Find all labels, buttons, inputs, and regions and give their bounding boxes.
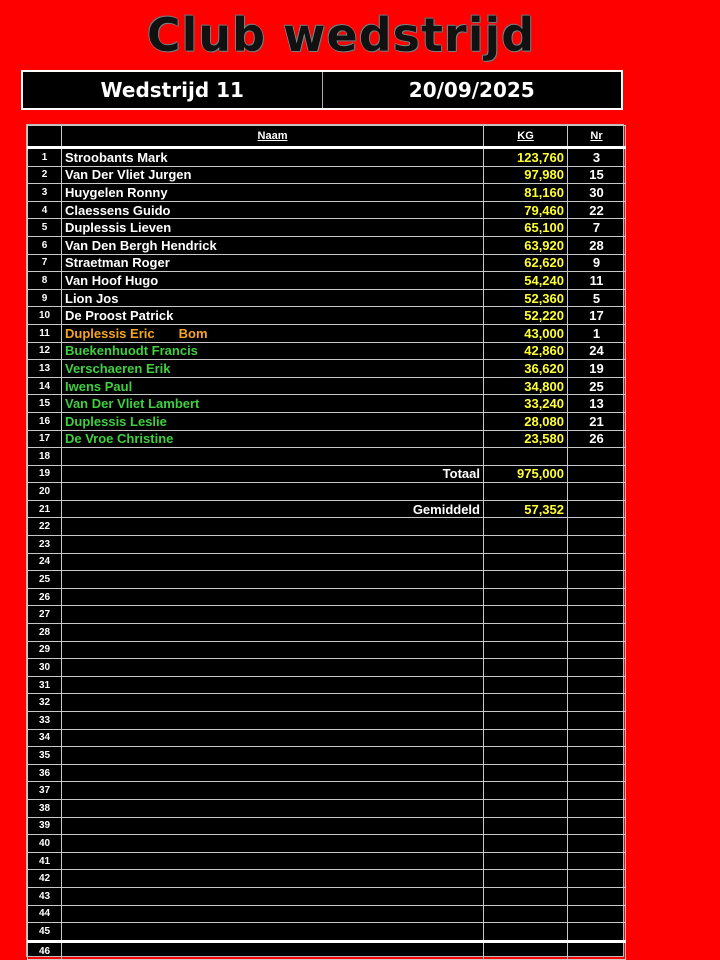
- nr-cell: [568, 852, 626, 870]
- row-number: 32: [28, 694, 62, 712]
- name-header: Naam: [62, 126, 484, 148]
- row-number: 31: [28, 676, 62, 694]
- row-number: 35: [28, 747, 62, 765]
- kg-cell: [484, 641, 568, 659]
- table-row: [28, 342, 626, 360]
- kg-cell: 79,460: [484, 201, 568, 219]
- row-number: 28: [28, 624, 62, 642]
- kg-cell: [484, 694, 568, 712]
- nr-cell: 26: [568, 430, 626, 448]
- nr-cell: 21: [568, 412, 626, 430]
- kg-cell: [484, 799, 568, 817]
- row-number: 20: [28, 483, 62, 501]
- table-row: [28, 799, 626, 817]
- row-number: 41: [28, 852, 62, 870]
- kg-cell: [484, 870, 568, 888]
- row-number: 21: [28, 500, 62, 518]
- nr-cell: [568, 500, 626, 518]
- row-number: 2: [28, 166, 62, 184]
- name-cell: [62, 254, 484, 272]
- name-cell: [62, 905, 484, 923]
- table-row: [28, 606, 626, 624]
- name-cell: [62, 782, 484, 800]
- kg-cell: [484, 536, 568, 554]
- name-cell: [62, 342, 484, 360]
- kg-cell: 28,080: [484, 412, 568, 430]
- table-row: [28, 448, 626, 466]
- name-cell: [62, 764, 484, 782]
- nr-cell: 25: [568, 377, 626, 395]
- name-cell: [62, 729, 484, 747]
- row-number: 23: [28, 536, 62, 554]
- rank-header: [28, 126, 62, 148]
- kg-cell: [484, 941, 568, 960]
- angler-name: Duplessis Leslie: [65, 413, 167, 429]
- table-row: [28, 395, 626, 413]
- name-cell: [62, 536, 484, 554]
- kg-cell: [484, 887, 568, 905]
- angler-name: Huygelen Ronny: [65, 184, 168, 200]
- nr-cell: [568, 835, 626, 853]
- kg-cell: 63,920: [484, 236, 568, 254]
- angler-name: De Vroe Christine: [65, 431, 174, 447]
- name-cell: [62, 641, 484, 659]
- row-number: 29: [28, 641, 62, 659]
- nr-cell: [568, 536, 626, 554]
- kg-cell: [484, 624, 568, 642]
- kg-cell: [484, 676, 568, 694]
- nr-cell: [568, 905, 626, 923]
- table-row: [28, 571, 626, 589]
- name-cell: [62, 518, 484, 536]
- nr-cell: 11: [568, 272, 626, 290]
- name-cell: [62, 659, 484, 677]
- angler-name: Van Den Bergh Hendrick: [65, 237, 217, 253]
- kg-cell: 97,980: [484, 166, 568, 184]
- table-row: [28, 676, 626, 694]
- row-number: 9: [28, 289, 62, 307]
- row-number: 12: [28, 342, 62, 360]
- kg-cell: [484, 518, 568, 536]
- match-header: [21, 70, 623, 110]
- nr-cell: [568, 483, 626, 501]
- kg-cell: [484, 905, 568, 923]
- name-cell: [62, 483, 484, 501]
- table-row: [28, 641, 626, 659]
- row-number: 17: [28, 430, 62, 448]
- row-number: 16: [28, 412, 62, 430]
- match-date: 20/09/2025: [322, 72, 622, 108]
- name-cell: [62, 835, 484, 853]
- name-cell: [62, 448, 484, 466]
- name-cell: [62, 201, 484, 219]
- table-row: [28, 694, 626, 712]
- angler-name: Duplessis Eric: [65, 325, 155, 341]
- table-row: [28, 377, 626, 395]
- table-row: [28, 729, 626, 747]
- nr-cell: [568, 676, 626, 694]
- kg-cell: [484, 923, 568, 942]
- row-number: 10: [28, 307, 62, 325]
- nr-cell: 19: [568, 360, 626, 378]
- table-row: [28, 553, 626, 571]
- nr-cell: [568, 571, 626, 589]
- name-cell: [62, 395, 484, 413]
- table-header-row: [28, 126, 626, 148]
- table-row: [28, 219, 626, 237]
- nr-cell: [568, 817, 626, 835]
- nr-cell: [568, 624, 626, 642]
- kg-cell: [484, 835, 568, 853]
- table-row: [28, 483, 626, 501]
- kg-cell: [484, 782, 568, 800]
- nr-cell: [568, 588, 626, 606]
- name-cell: [62, 870, 484, 888]
- table-row: [28, 184, 626, 202]
- kg-cell: [484, 712, 568, 730]
- nr-cell: [568, 606, 626, 624]
- nr-cell: [568, 764, 626, 782]
- table-row: [28, 465, 626, 483]
- name-cell: [62, 817, 484, 835]
- results-table: [26, 124, 624, 957]
- kg-cell: 42,860: [484, 342, 568, 360]
- nr-cell: 9: [568, 254, 626, 272]
- nr-cell: [568, 941, 626, 960]
- page-title: Club wedstrijd: [146, 8, 536, 62]
- kg-cell: [484, 553, 568, 571]
- total-value: 975,000: [484, 465, 568, 483]
- match-number: Wedstrijd 11: [100, 78, 244, 102]
- table-row: [28, 747, 626, 765]
- table-row: [28, 923, 626, 942]
- total-label: Totaal: [62, 465, 484, 483]
- name-cell: [62, 887, 484, 905]
- name-cell: [62, 360, 484, 378]
- nr-cell: [568, 887, 626, 905]
- table-row: [28, 536, 626, 554]
- angler-name: Stroobants Mark: [65, 149, 168, 165]
- name-cell: [62, 166, 484, 184]
- name-cell: [62, 606, 484, 624]
- name-cell: [62, 694, 484, 712]
- table-row: [28, 236, 626, 254]
- row-number: 22: [28, 518, 62, 536]
- table-row: [28, 624, 626, 642]
- nr-cell: [568, 641, 626, 659]
- row-number: 14: [28, 377, 62, 395]
- kg-cell: 36,620: [484, 360, 568, 378]
- nr-cell: [568, 729, 626, 747]
- kg-cell: 23,580: [484, 430, 568, 448]
- nr-cell: 1: [568, 324, 626, 342]
- table-row: [28, 360, 626, 378]
- kg-cell: 123,760: [484, 148, 568, 167]
- nr-cell: 7: [568, 219, 626, 237]
- kg-cell: [484, 852, 568, 870]
- name-cell: [62, 624, 484, 642]
- nr-cell: [568, 518, 626, 536]
- row-number: 15: [28, 395, 62, 413]
- kg-cell: 52,360: [484, 289, 568, 307]
- angler-name: Buekenhuodt Francis: [65, 343, 198, 359]
- table-row: [28, 659, 626, 677]
- kg-cell: 81,160: [484, 184, 568, 202]
- name-cell: [62, 676, 484, 694]
- row-number: 30: [28, 659, 62, 677]
- row-number: 11: [28, 324, 62, 342]
- kg-cell: 54,240: [484, 272, 568, 290]
- table-row: [28, 764, 626, 782]
- average-value: 57,352: [484, 500, 568, 518]
- name-cell: [62, 571, 484, 589]
- kg-cell: 43,000: [484, 324, 568, 342]
- row-number: 13: [28, 360, 62, 378]
- name-cell: [62, 148, 484, 167]
- nr-cell: 5: [568, 289, 626, 307]
- kg-cell: 62,620: [484, 254, 568, 272]
- angler-note: Bom: [178, 325, 208, 341]
- nr-cell: 28: [568, 236, 626, 254]
- name-cell: [62, 747, 484, 765]
- row-number: 40: [28, 835, 62, 853]
- table-row: [28, 941, 626, 960]
- nr-cell: [568, 694, 626, 712]
- name-cell: [62, 941, 484, 960]
- name-cell: [62, 588, 484, 606]
- name-cell: [62, 184, 484, 202]
- nr-cell: [568, 782, 626, 800]
- row-number: 46: [28, 941, 62, 960]
- angler-name: De Proost Patrick: [65, 308, 174, 324]
- nr-cell: 13: [568, 395, 626, 413]
- name-cell: [62, 377, 484, 395]
- angler-name: Van Der Vliet Lambert: [65, 396, 200, 412]
- kg-cell: 52,220: [484, 307, 568, 325]
- row-number: 18: [28, 448, 62, 466]
- table-row: [28, 148, 626, 167]
- angler-name: Iwens Paul: [65, 378, 133, 394]
- table-row: [28, 201, 626, 219]
- table-row: [28, 905, 626, 923]
- table-row: [28, 412, 626, 430]
- name-cell: [62, 553, 484, 571]
- row-number: 4: [28, 201, 62, 219]
- angler-name: Verschaeren Erik: [65, 360, 171, 376]
- name-cell: [62, 852, 484, 870]
- nr-cell: 3: [568, 148, 626, 167]
- table-row: [28, 500, 626, 518]
- row-number: 38: [28, 799, 62, 817]
- nr-cell: [568, 870, 626, 888]
- kg-cell: 33,240: [484, 395, 568, 413]
- row-number: 25: [28, 571, 62, 589]
- row-number: 33: [28, 712, 62, 730]
- table-row: [28, 782, 626, 800]
- kg-cell: [484, 764, 568, 782]
- name-cell: [62, 923, 484, 942]
- table-row: [28, 518, 626, 536]
- kg-cell: [484, 606, 568, 624]
- angler-name: Van Der Vliet Jurgen: [65, 167, 192, 183]
- nr-cell: [568, 659, 626, 677]
- table-row: [28, 852, 626, 870]
- row-number: 1: [28, 148, 62, 167]
- name-cell: [62, 430, 484, 448]
- angler-name: Straetman Roger: [65, 255, 170, 271]
- table-row: [28, 712, 626, 730]
- table-row: [28, 430, 626, 448]
- angler-name: Van Hoof Hugo: [65, 272, 159, 288]
- row-number: 26: [28, 588, 62, 606]
- table-row: [28, 272, 626, 290]
- table-row: [28, 870, 626, 888]
- name-cell: [62, 307, 484, 325]
- row-number: 42: [28, 870, 62, 888]
- kg-cell: [484, 571, 568, 589]
- kg-cell: [484, 448, 568, 466]
- name-cell: [62, 712, 484, 730]
- kg-cell: [484, 817, 568, 835]
- nr-cell: 22: [568, 201, 626, 219]
- row-number: 19: [28, 465, 62, 483]
- table-row: [28, 835, 626, 853]
- name-cell: [62, 219, 484, 237]
- table-row: [28, 588, 626, 606]
- name-cell: [62, 236, 484, 254]
- row-number: 24: [28, 553, 62, 571]
- kg-cell: [484, 483, 568, 501]
- row-number: 43: [28, 887, 62, 905]
- name-cell: [62, 412, 484, 430]
- nr-cell: [568, 553, 626, 571]
- average-label: Gemiddeld: [62, 500, 484, 518]
- table-row: [28, 324, 626, 342]
- nr-cell: [568, 448, 626, 466]
- row-number: 3: [28, 184, 62, 202]
- table-row: [28, 307, 626, 325]
- kg-cell: [484, 747, 568, 765]
- name-cell: [62, 799, 484, 817]
- table-row: [28, 254, 626, 272]
- name-cell: [62, 289, 484, 307]
- kg-cell: [484, 588, 568, 606]
- row-number: 44: [28, 905, 62, 923]
- table-row: [28, 817, 626, 835]
- row-number: 27: [28, 606, 62, 624]
- row-number: 39: [28, 817, 62, 835]
- row-number: 8: [28, 272, 62, 290]
- row-number: 7: [28, 254, 62, 272]
- table-row: [28, 166, 626, 184]
- nr-header: Nr: [568, 126, 626, 148]
- kg-cell: 65,100: [484, 219, 568, 237]
- nr-cell: [568, 712, 626, 730]
- kg-cell: 34,800: [484, 377, 568, 395]
- kg-cell: [484, 729, 568, 747]
- angler-name: Duplessis Lieven: [65, 220, 172, 236]
- nr-cell: [568, 799, 626, 817]
- kg-cell: [484, 659, 568, 677]
- row-number: 45: [28, 923, 62, 942]
- nr-cell: [568, 747, 626, 765]
- nr-cell: 17: [568, 307, 626, 325]
- table-row: [28, 289, 626, 307]
- nr-cell: 15: [568, 166, 626, 184]
- angler-name: Claessens Guido: [65, 202, 171, 218]
- angler-name: Lion Jos: [65, 290, 119, 306]
- kg-header: KG: [484, 126, 568, 148]
- row-number: 5: [28, 219, 62, 237]
- nr-cell: 24: [568, 342, 626, 360]
- name-cell: [62, 324, 484, 342]
- nr-cell: [568, 465, 626, 483]
- table-row: [28, 887, 626, 905]
- row-number: 36: [28, 764, 62, 782]
- nr-cell: [568, 923, 626, 942]
- row-number: 6: [28, 236, 62, 254]
- nr-cell: 30: [568, 184, 626, 202]
- name-cell: [62, 272, 484, 290]
- row-number: 34: [28, 729, 62, 747]
- row-number: 37: [28, 782, 62, 800]
